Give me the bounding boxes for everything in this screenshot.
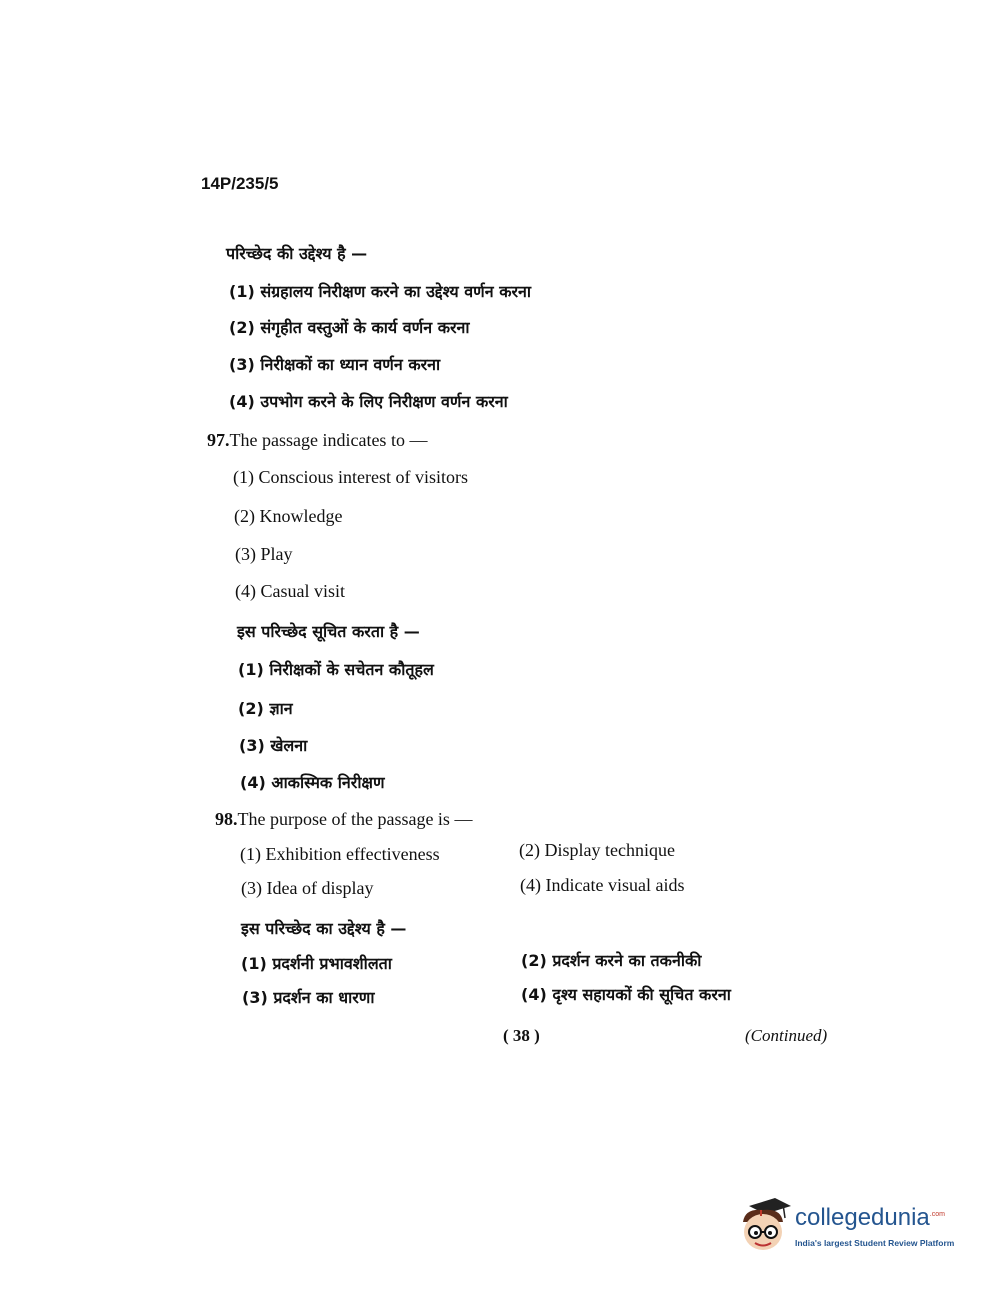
q96-hindi-option-2: (2) संगृहीत वस्तुओं के कार्य वर्णन करना — [229, 318, 470, 337]
q97-stem-text: The passage indicates to — — [229, 430, 428, 450]
q98-hindi-option-4: (4) दृश्य सहायकों की सूचित करना — [521, 985, 731, 1004]
q98-number: 98. — [215, 809, 238, 829]
q96-hindi-option-3: (3) निरीक्षकों का ध्यान वर्णन करना — [229, 355, 441, 374]
q97-number: 97. — [207, 430, 230, 450]
logo-suffix: .com — [929, 1211, 945, 1218]
paper-code: 14P/235/5 — [201, 174, 279, 193]
q98-hindi-option-1: (1) प्रदर्शनी प्रभावशीलता — [241, 954, 392, 973]
q98-hindi-option-2: (2) प्रदर्शन करने का तकनीकी — [521, 951, 702, 970]
continued-label: (Continued) — [745, 1026, 828, 1045]
q98-stem-text: The purpose of the passage is — — [237, 809, 473, 829]
q97-option-3: (3) Play — [235, 544, 293, 564]
logo-tagline: India's largest Student Review Platform — [795, 1238, 955, 1248]
q97-hindi-option-4: (4) आकस्मिक निरीक्षण — [240, 773, 385, 792]
q96-hindi-stem: परिच्छेद की उद्देश्य है — — [226, 244, 368, 263]
q97-stem — [207, 430, 427, 451]
q97-option-4: (4) Casual visit — [235, 581, 345, 601]
q97-hindi-option-2: (2) ज्ञान — [238, 699, 293, 718]
q98-hindi-stem: इस परिच्छेद का उद्देश्य है — — [241, 919, 407, 938]
q98-stem — [215, 809, 472, 830]
q98-option-4: (4) Indicate visual aids — [520, 875, 685, 895]
q97-option-2: (2) Knowledge — [234, 506, 343, 526]
logo-name: collegedunia — [795, 1204, 930, 1231]
logo-wordmark — [795, 1204, 945, 1232]
collegedunia-logo — [735, 1196, 965, 1266]
q97-hindi-stem: इस परिच्छेद सूचित करता है — — [237, 622, 420, 641]
q96-hindi-option-4: (4) उपभोग करने के लिए निरीक्षण वर्णन करना — [229, 392, 508, 411]
q96-hindi-option-1: (1) संग्रहालय निरीक्षण करने का उद्देश्य वर्णन करना — [229, 282, 532, 301]
q97-hindi-option-1: (1) निरीक्षकों के सचेतन कौतूहल — [238, 660, 434, 679]
q98-option-1: (1) Exhibition effectiveness — [240, 844, 440, 864]
q97-hindi-option-3: (3) खेलना — [239, 736, 308, 755]
q97-option-1: (1) Conscious interest of visitors — [233, 467, 468, 487]
mascot-icon — [735, 1196, 795, 1258]
q98-option-2: (2) Display technique — [519, 840, 675, 860]
page-number: ( 38 ) — [503, 1026, 540, 1045]
q98-hindi-option-3: (3) प्रदर्शन का धारणा — [242, 988, 375, 1007]
q98-option-3: (3) Idea of display — [241, 878, 374, 898]
